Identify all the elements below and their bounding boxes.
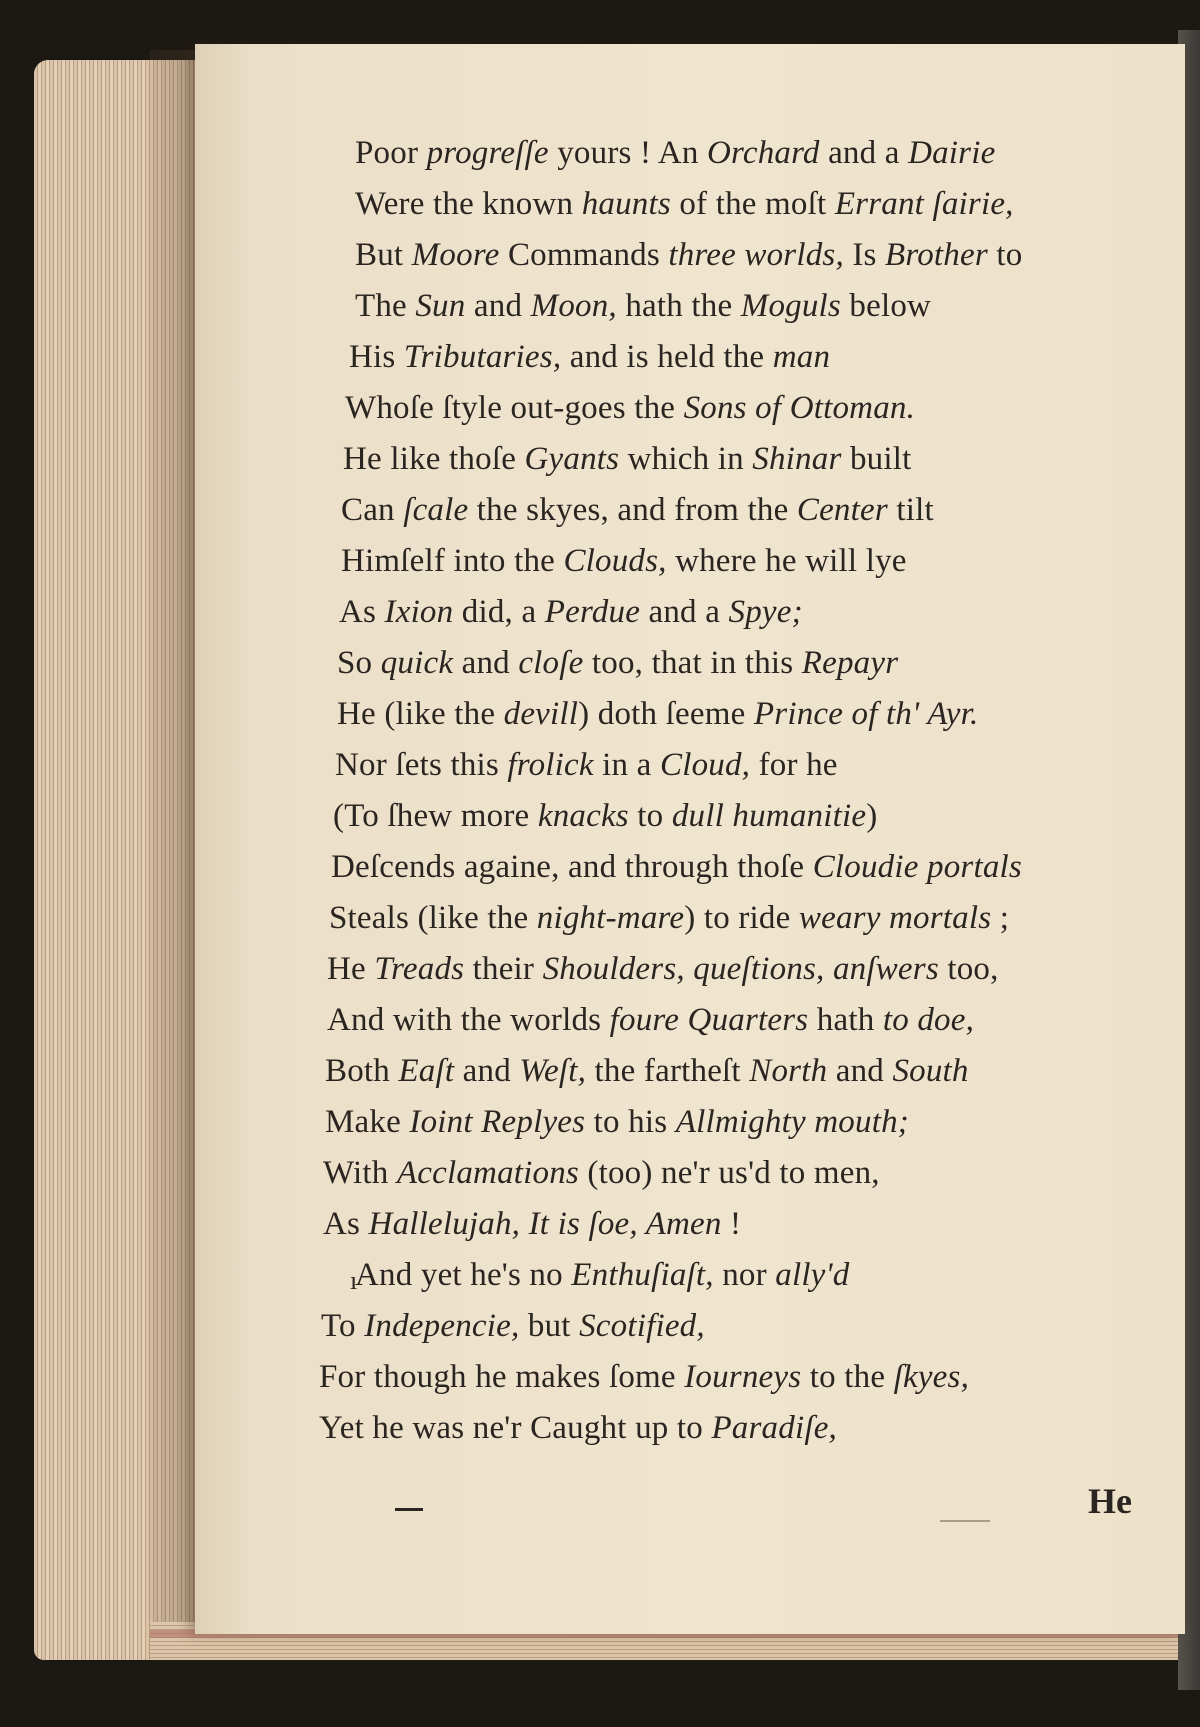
italic-word: Eaſt [398, 1053, 455, 1089]
poem-text [319, 128, 1115, 1454]
roman-text: nor [713, 1257, 776, 1293]
roman-text: Steals (like the [329, 900, 537, 936]
roman-text: and is held the [561, 339, 773, 375]
roman-text: ) to ride [684, 900, 799, 936]
italic-word: Acclamations [396, 1155, 579, 1191]
roman-text: ! [721, 1206, 742, 1242]
italic-word: Treads [374, 951, 465, 987]
poem-line [327, 944, 1115, 995]
poem-line [331, 842, 1115, 893]
italic-word: progreſſe [426, 135, 549, 171]
roman-text: He [327, 951, 375, 987]
italic-word: Ioint Replyes [409, 1104, 586, 1140]
roman-text: With [323, 1155, 397, 1191]
italic-word: Dairie [908, 135, 996, 171]
faint-rule [940, 1520, 990, 1522]
roman-text: ; [991, 900, 1010, 936]
roman-text: below [840, 288, 932, 324]
roman-text: of the moſt [670, 186, 835, 222]
italic-word: Sun [415, 288, 466, 324]
italic-word: Errant ſairie, [834, 186, 1014, 222]
roman-text: Make [325, 1104, 410, 1140]
roman-text: and a [640, 594, 729, 630]
poem-line [355, 128, 1115, 179]
roman-text: the skyes, and from the [468, 492, 797, 528]
italic-word: Cloudie portals [812, 849, 1022, 885]
italic-word: Moore [411, 237, 500, 273]
roman-text: But [355, 237, 412, 273]
roman-text: His [349, 339, 404, 375]
italic-word: to doe, [882, 1002, 975, 1038]
italic-word: Cloud, [659, 747, 751, 783]
poem-line [349, 332, 1115, 383]
roman-text: And with the worlds [327, 1002, 610, 1038]
poem-line [325, 1046, 1115, 1097]
poem-line [323, 1148, 1115, 1199]
italic-word: Shinar [752, 441, 842, 477]
italic-word: Orchard [707, 135, 820, 171]
roman-text: too, that in this [583, 645, 802, 681]
catchword: He [1088, 1481, 1132, 1521]
italic-word: ſkyes, [893, 1359, 970, 1395]
italic-word: Hallelujah, It is ſoe, Amen [368, 1206, 722, 1242]
roman-text: Yet he was ne'r Caught up to [319, 1410, 712, 1446]
poem-line [355, 281, 1115, 332]
roman-text: For though he makes ſome [319, 1359, 685, 1395]
roman-text: and [454, 1053, 520, 1089]
roman-text: Is [843, 237, 886, 273]
roman-text: ) doth ſeeme [578, 696, 754, 732]
italic-word: Spye; [728, 594, 803, 630]
italic-word: Shoulders, queſtions, anſwers [542, 951, 939, 987]
italic-word: Sons of Ottoman. [683, 390, 916, 426]
roman-text: but [519, 1308, 580, 1344]
poem-line [329, 893, 1115, 944]
italic-word: Iourneys [684, 1359, 802, 1395]
italic-word: North [749, 1053, 828, 1089]
roman-text: So [337, 645, 381, 681]
roman-text: in a [593, 747, 660, 783]
italic-word: night-mare [536, 900, 685, 936]
italic-word: Ixion [384, 594, 454, 630]
roman-text: Himſelf into the [341, 543, 564, 579]
roman-text: Were the known [355, 186, 582, 222]
italic-word: Moon, [530, 288, 617, 324]
roman-text: Commands [499, 237, 669, 273]
italic-word: three worlds, [668, 237, 844, 273]
roman-text: To [321, 1308, 365, 1344]
italic-word: Tributaries, [403, 339, 562, 375]
roman-text: Deſcends againe, and through thoſe [331, 849, 813, 885]
italic-word: foure Quarters [609, 1002, 809, 1038]
italic-word: cloſe [518, 645, 584, 681]
italic-word: Center [796, 492, 888, 528]
roman-text: to [987, 237, 1023, 273]
roman-text: too, [938, 951, 999, 987]
poem-line [333, 791, 1115, 842]
italic-word: South [892, 1053, 969, 1089]
roman-text: He (like the [337, 696, 504, 732]
roman-text: Poor [355, 135, 427, 171]
italic-word: frolick [507, 747, 594, 783]
roman-text: The [355, 288, 416, 324]
italic-word: Allmighty mouth; [675, 1104, 909, 1140]
poem-line [339, 587, 1115, 638]
poem-line [325, 1097, 1115, 1148]
poem-line [337, 689, 1115, 740]
roman-text: And yet he's no [355, 1257, 572, 1293]
poem-line [337, 638, 1115, 689]
italic-word: Repayr [801, 645, 899, 681]
poem-line [319, 1403, 1115, 1454]
italic-word: Brother [885, 237, 988, 273]
poem-line [355, 1250, 1115, 1301]
poem-line [335, 740, 1115, 791]
roman-text: to [628, 798, 672, 834]
italic-word: Weſt, [519, 1053, 587, 1089]
roman-text: Can [341, 492, 404, 528]
signature-dash [395, 1508, 423, 1511]
roman-text: As [339, 594, 385, 630]
italic-word: Clouds, [563, 543, 667, 579]
italic-word: Paradiſe, [711, 1410, 837, 1446]
roman-text: where he will lye [666, 543, 907, 579]
roman-text: their [464, 951, 543, 987]
poem-line [343, 434, 1115, 485]
poem-line [321, 1301, 1115, 1352]
poem-line [341, 536, 1115, 587]
italic-word: Scotified, [579, 1308, 705, 1344]
roman-text: As [323, 1206, 369, 1242]
poem-line [355, 179, 1115, 230]
poem-line [355, 230, 1115, 281]
roman-text: ) [866, 798, 878, 834]
roman-text: which in [619, 441, 753, 477]
roman-text: tilt [887, 492, 934, 528]
italic-word: devill [503, 696, 579, 732]
roman-text: to the [801, 1359, 894, 1395]
roman-text: did, a [453, 594, 545, 630]
roman-text: the fartheſt [586, 1053, 750, 1089]
italic-word: haunts [581, 186, 671, 222]
roman-text: and a [819, 135, 909, 171]
margin-marker: ı [350, 1266, 358, 1295]
italic-word: Enthuſiaſt, [571, 1257, 714, 1293]
roman-text: built [841, 441, 912, 477]
italic-word: Prince of th' Ayr. [753, 696, 979, 732]
italic-word: Moguls [740, 288, 841, 324]
italic-word: weary mortals [798, 900, 992, 936]
roman-text: Whoſe ſtyle out-goes the [345, 390, 684, 426]
roman-text: and [465, 288, 531, 324]
roman-text: yours ! An [548, 135, 707, 171]
italic-word: ally'd [775, 1257, 850, 1293]
roman-text: (To ſhew more [333, 798, 538, 834]
roman-text: He like thoſe [343, 441, 525, 477]
roman-text: hath the [616, 288, 741, 324]
roman-text: to his [585, 1104, 676, 1140]
roman-text: for he [750, 747, 838, 783]
poem-line [319, 1352, 1115, 1403]
roman-text: (too) ne'r us'd to men, [578, 1155, 880, 1191]
italic-word: ſcale [403, 492, 469, 528]
poem-line [345, 383, 1115, 434]
poem-line [341, 485, 1115, 536]
roman-text: and [827, 1053, 893, 1089]
italic-word: Perdue [544, 594, 641, 630]
poem-line [327, 995, 1115, 1046]
roman-text: Both [325, 1053, 399, 1089]
italic-word: Gyants [524, 441, 620, 477]
poem-line [323, 1199, 1115, 1250]
italic-word: quick [380, 645, 454, 681]
roman-text: and [453, 645, 519, 681]
italic-word: knacks [537, 798, 629, 834]
italic-word: man [772, 339, 831, 375]
roman-text: hath [808, 1002, 883, 1038]
roman-text: Nor ſets this [335, 747, 508, 783]
italic-word: dull humanitie [671, 798, 867, 834]
italic-word: Indepencie, [364, 1308, 520, 1344]
